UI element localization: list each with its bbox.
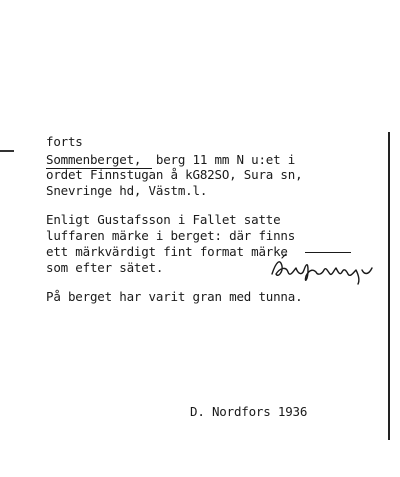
collector-signature: D. Nordfors 1936 <box>190 404 308 419</box>
district-line: Snevringe hd, Västm.l. <box>46 183 208 198</box>
handwritten-correction <box>268 252 378 286</box>
location-line: ordet Finnstugan å kG82SO, Sura sn, <box>46 167 303 182</box>
story-line-4: som efter sätet. <box>46 260 164 275</box>
note-line: På berget har varit gran med tunna. <box>46 289 303 304</box>
story-line-1: Enligt Gustafsson i Fallet satte <box>46 212 281 227</box>
right-margin-rule <box>388 132 390 440</box>
place-name-line: Sommenberget, berg 11 mm N u:et i <box>46 152 296 167</box>
story-line-2: luffaren märke i berget: där finns <box>46 228 296 243</box>
left-margin-tick <box>0 150 14 152</box>
continuation-label: forts <box>46 134 83 149</box>
story-line-3: ett märkvärdigt fint format märke <box>46 244 288 259</box>
